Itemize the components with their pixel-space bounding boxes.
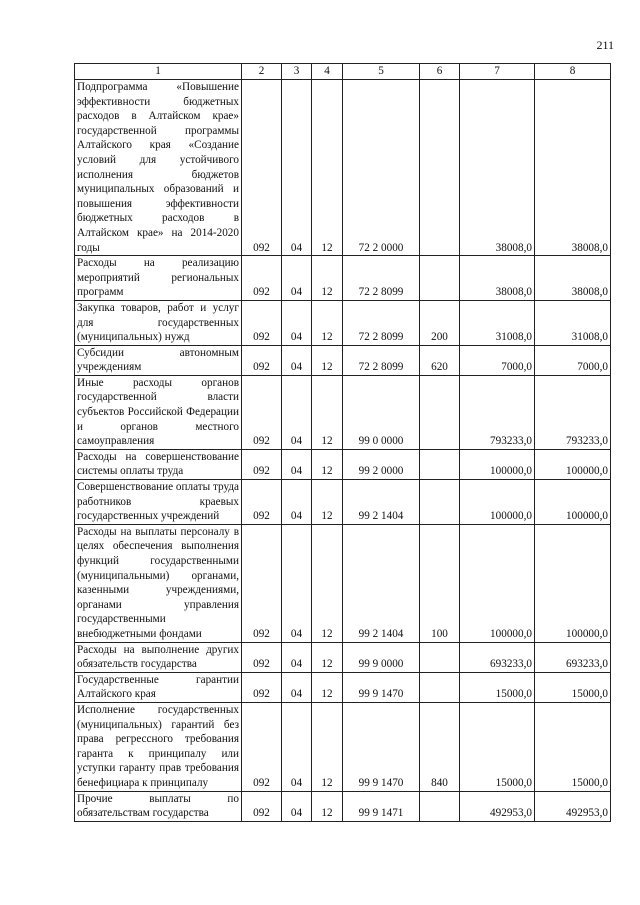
subsection-cell: 12 [312, 80, 343, 256]
table-row [75, 702, 611, 791]
subsection-cell: 12 [312, 345, 343, 375]
row-name-cell: Прочие выплаты по обязательствам государства [75, 791, 242, 821]
section-cell: 04 [282, 256, 312, 301]
row-name-cell: Расходы на выполнение других обязательств государства [75, 642, 242, 672]
target-article-cell: 99 9 1470 [343, 672, 420, 702]
expense-type-cell [420, 480, 460, 525]
subsection-cell: 12 [312, 702, 343, 791]
admin-code-cell: 092 [242, 345, 282, 375]
admin-code-cell: 092 [242, 80, 282, 256]
table-row [75, 256, 611, 301]
section-cell: 04 [282, 524, 312, 642]
expense-type-cell [420, 642, 460, 672]
target-article-cell: 99 2 1404 [343, 480, 420, 525]
row-name-cell: Расходы на реализацию мероприятий региональных программ [75, 256, 242, 301]
amount-cell: 38008,0 [460, 80, 535, 256]
table-row [75, 524, 611, 642]
expense-type-cell [420, 449, 460, 479]
row-name-cell: Государственные гарантии Алтайского края [75, 672, 242, 702]
row-name-cell: Расходы на совершенствование системы оплаты труда [75, 449, 242, 479]
target-article-cell: 99 9 1471 [343, 791, 420, 821]
expense-type-cell: 100 [420, 524, 460, 642]
amount-total-cell: 492953,0 [535, 791, 611, 821]
subsection-cell: 12 [312, 480, 343, 525]
row-name-cell: Расходы на выплаты персоналу в целях обеспечения выполнения функций государственными (муниципальными) органами, казенными учреждениями, органами управления государственными внебюджетными фондами [75, 524, 242, 642]
subsection-cell: 12 [312, 449, 343, 479]
amount-total-cell: 15000,0 [535, 672, 611, 702]
header-cell: 6 [420, 64, 460, 80]
admin-code-cell: 092 [242, 524, 282, 642]
table-row [75, 375, 611, 449]
header-cell: 1 [75, 64, 242, 80]
row-name-cell: Совершенствование оплаты труда работников краевых государственных учреждений [75, 480, 242, 525]
row-name-cell: Закупка товаров, работ и услуг для государственных (муниципальных) нужд [75, 300, 242, 345]
amount-cell: 100000,0 [460, 524, 535, 642]
header-cell: 2 [242, 64, 282, 80]
amount-cell: 15000,0 [460, 702, 535, 791]
table-row [75, 300, 611, 345]
amount-total-cell: 100000,0 [535, 524, 611, 642]
subsection-cell: 12 [312, 791, 343, 821]
table-row [75, 345, 611, 375]
section-cell: 04 [282, 80, 312, 256]
section-cell: 04 [282, 642, 312, 672]
table-row [75, 791, 611, 821]
target-article-cell: 99 2 0000 [343, 449, 420, 479]
admin-code-cell: 092 [242, 375, 282, 449]
amount-cell: 38008,0 [460, 256, 535, 301]
expense-type-cell [420, 672, 460, 702]
row-name-cell: Подпрограмма «Повышение эффективности бюджетных расходов в Алтайском крае» государственной программы Алтайского края «Создание условий для устойчивого исполнения бюджетов муниципальных образований и повышения эффективности бюджетных расходов в Алтайском крае» на 2014-2020 годы [75, 80, 242, 256]
amount-cell: 7000,0 [460, 345, 535, 375]
expense-type-cell [420, 791, 460, 821]
amount-total-cell: 38008,0 [535, 256, 611, 301]
row-name-cell: Иные расходы органов государственной власти субъектов Российской Федерации и органов местного самоуправления [75, 375, 242, 449]
amount-total-cell: 693233,0 [535, 642, 611, 672]
table-row [75, 672, 611, 702]
target-article-cell: 72 2 8099 [343, 300, 420, 345]
admin-code-cell: 092 [242, 449, 282, 479]
subsection-cell: 12 [312, 256, 343, 301]
section-cell: 04 [282, 345, 312, 375]
table-row [75, 480, 611, 525]
target-article-cell: 99 0 0000 [343, 375, 420, 449]
expense-type-cell [420, 256, 460, 301]
subsection-cell: 12 [312, 300, 343, 345]
subsection-cell: 12 [312, 672, 343, 702]
admin-code-cell: 092 [242, 791, 282, 821]
admin-code-cell: 092 [242, 480, 282, 525]
section-cell: 04 [282, 791, 312, 821]
header-cell: 4 [312, 64, 343, 80]
header-row [75, 64, 611, 80]
amount-total-cell: 100000,0 [535, 449, 611, 479]
amount-cell: 793233,0 [460, 375, 535, 449]
expense-type-cell: 840 [420, 702, 460, 791]
table-row [75, 80, 611, 256]
header-cell: 3 [282, 64, 312, 80]
expense-type-cell [420, 375, 460, 449]
amount-cell: 31008,0 [460, 300, 535, 345]
section-cell: 04 [282, 375, 312, 449]
expense-type-cell [420, 80, 460, 256]
section-cell: 04 [282, 480, 312, 525]
section-cell: 04 [282, 449, 312, 479]
expense-type-cell: 200 [420, 300, 460, 345]
amount-total-cell: 793233,0 [535, 375, 611, 449]
admin-code-cell: 092 [242, 300, 282, 345]
amount-cell: 100000,0 [460, 449, 535, 479]
amount-cell: 693233,0 [460, 642, 535, 672]
section-cell: 04 [282, 702, 312, 791]
table-row [75, 449, 611, 479]
table-row [75, 642, 611, 672]
row-name-cell: Субсидии автономным учреждениям [75, 345, 242, 375]
target-article-cell: 72 2 8099 [343, 345, 420, 375]
expense-type-cell: 620 [420, 345, 460, 375]
amount-total-cell: 38008,0 [535, 80, 611, 256]
amount-cell: 15000,0 [460, 672, 535, 702]
amount-total-cell: 31008,0 [535, 300, 611, 345]
amount-cell: 100000,0 [460, 480, 535, 525]
budget-table [74, 63, 611, 822]
subsection-cell: 12 [312, 375, 343, 449]
target-article-cell: 99 2 1404 [343, 524, 420, 642]
admin-code-cell: 092 [242, 702, 282, 791]
header-cell: 5 [343, 64, 420, 80]
target-article-cell: 72 2 0000 [343, 80, 420, 256]
section-cell: 04 [282, 672, 312, 702]
subsection-cell: 12 [312, 642, 343, 672]
amount-total-cell: 7000,0 [535, 345, 611, 375]
header-cell: 7 [460, 64, 535, 80]
admin-code-cell: 092 [242, 672, 282, 702]
admin-code-cell: 092 [242, 642, 282, 672]
subsection-cell: 12 [312, 524, 343, 642]
section-cell: 04 [282, 300, 312, 345]
target-article-cell: 72 2 8099 [343, 256, 420, 301]
amount-total-cell: 15000,0 [535, 702, 611, 791]
target-article-cell: 99 9 1470 [343, 702, 420, 791]
target-article-cell: 99 9 0000 [343, 642, 420, 672]
page-number: 211 [596, 38, 614, 52]
header-cell: 8 [535, 64, 611, 80]
amount-total-cell: 100000,0 [535, 480, 611, 525]
amount-cell: 492953,0 [460, 791, 535, 821]
row-name-cell: Исполнение государственных (муниципальных) гарантий без права регрессного требования гаранта к принципалу или уступки гаранту прав требования бенефициара к принципалу [75, 702, 242, 791]
admin-code-cell: 092 [242, 256, 282, 301]
